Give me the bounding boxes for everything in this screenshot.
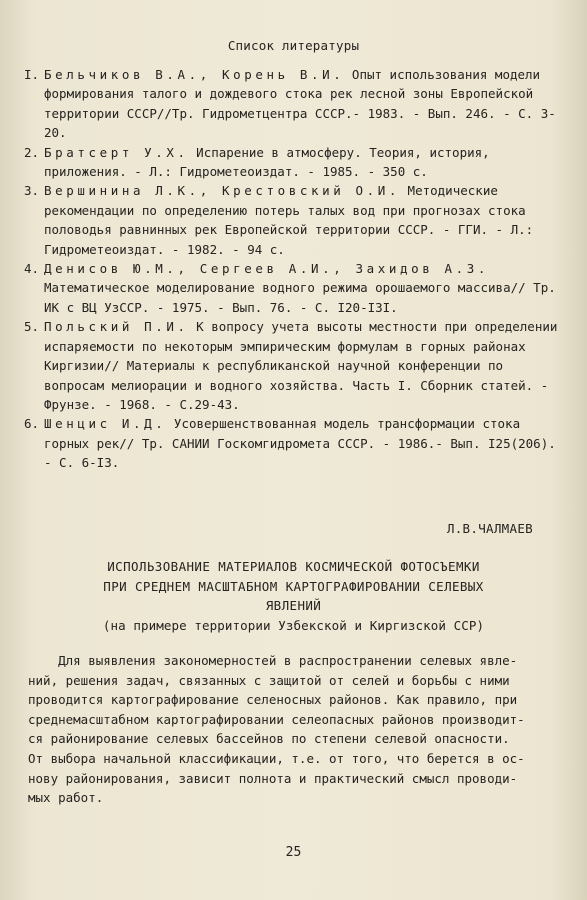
reference-item (24, 65, 564, 143)
reference-details: Усовершенствованная модель трансформации стока горных рек// Тр. САНИИ Госкомгидромета СССР. - 1986.- Вып. I25(206). - С. 6-I3. (44, 416, 556, 471)
paragraph-line: От выбора начальной классификации, т.е. от того, что берется в ос- (28, 750, 525, 766)
reference-number: I. (24, 67, 40, 82)
reference-text (44, 259, 564, 317)
reference-details: К вопросу учета высоты местности при определении испаряемости по некоторым эмпирическим формулам в горных районах Киргизии// Материалы к республиканской научной конференции по вопросам мелиорации и водного хозяйства. Часть I. Сборник статей. - Фрунзе. - 1968. - С.29-43. (44, 319, 558, 412)
reference-item (24, 143, 564, 182)
reference-text (44, 317, 564, 414)
references-list (24, 65, 564, 473)
reference-item (24, 259, 564, 317)
article-author: Л.В.ЧАЛМАЕВ (446, 521, 533, 536)
reference-details: Математическое моделирование водного режима орошаемого массива// Тр. ИК с ВЦ УзССР. - 1975. - Вып. 76. - С. I20-I3I. (44, 280, 556, 315)
reference-item (24, 414, 564, 472)
paragraph-line: ний, решения задач, связанных с защитой от селей и борьбы с ними (28, 672, 510, 688)
article-title-line: ПРИ СРЕДНЕМ МАСШТАБНОМ КАРТОГРАФИРОВАНИИ СЕЛЕВЫХ (103, 578, 484, 594)
paragraph-line: проводится картографирование селеносных районов. Как правило, при (28, 692, 518, 708)
references-heading: Список литературы (227, 38, 360, 53)
reference-text (44, 65, 564, 143)
reference-authors: Вершинина Л.К., Крестовский О.И. (44, 183, 401, 199)
reference-authors: Денисов Ю.М., Сергеев А.И., Захидов А.З. (44, 261, 490, 277)
reference-number: 6. (24, 416, 40, 432)
article-title-block (0, 557, 587, 635)
reference-number: 3. (24, 183, 40, 199)
reference-authors: Шенцис И.Д. (44, 416, 167, 432)
reference-text (44, 143, 564, 182)
article-paragraph (28, 651, 526, 808)
paragraph-line: ся районирование селевых бассейнов по степени селевой опасности. (28, 731, 510, 747)
reference-text (44, 181, 564, 259)
paragraph-line: Для выявления закономерностей в распространении селевых явле- (28, 653, 518, 668)
paragraph-line: среднемасштабном картографировании селеопасных районов производит- (28, 711, 525, 727)
reference-authors: Бельчиков В.А., Корень В.И. (44, 67, 345, 82)
reference-number: 2. (24, 144, 40, 160)
reference-text (44, 414, 564, 472)
article-title-line: ИСПОЛЬЗОВАНИЕ МАТЕРИАЛОВ КОСМИЧЕСКОЙ ФОТОСЪЕМКИ (107, 559, 480, 574)
reference-details: Испарение в атмосферу. Теория, история, приложения. - Л.: Гидрометеоиздат. - 1985. - 350 с. (44, 144, 490, 180)
reference-item (24, 317, 564, 414)
article-subtitle: (на примере территории Узбекской и Киргизской ССР) (102, 617, 485, 633)
page-number: 25 (285, 845, 302, 860)
reference-details: Методические рекомендации по определению потерь талых вод при прогнозах стока половодья равнинных рек Европейской территории СССР. - ГГИ. - Л.: Гидрометеоиздат. - 1982. - 94 с. (44, 183, 534, 257)
paragraph-line: нову районирования, зависит полнота и практический смысл проводи- (28, 770, 518, 786)
reference-authors: Братсерт У.Х. (44, 144, 189, 160)
reference-item (24, 181, 564, 259)
reference-details: Опыт использования модели формирования талого и дождевого стока рек лесной зоны Европейской территории СССР//Тр. Гидрометцентра СССР.- 1983. - Вып. 246. - С. 3-20. (44, 67, 556, 141)
reference-number: 5. (24, 319, 40, 335)
article-title-line: ЯВЛЕНИЙ (265, 598, 322, 613)
reference-number: 4. (24, 261, 40, 277)
paragraph-line: мых работ. (28, 790, 104, 806)
reference-authors: Польский П.И. (44, 319, 189, 335)
